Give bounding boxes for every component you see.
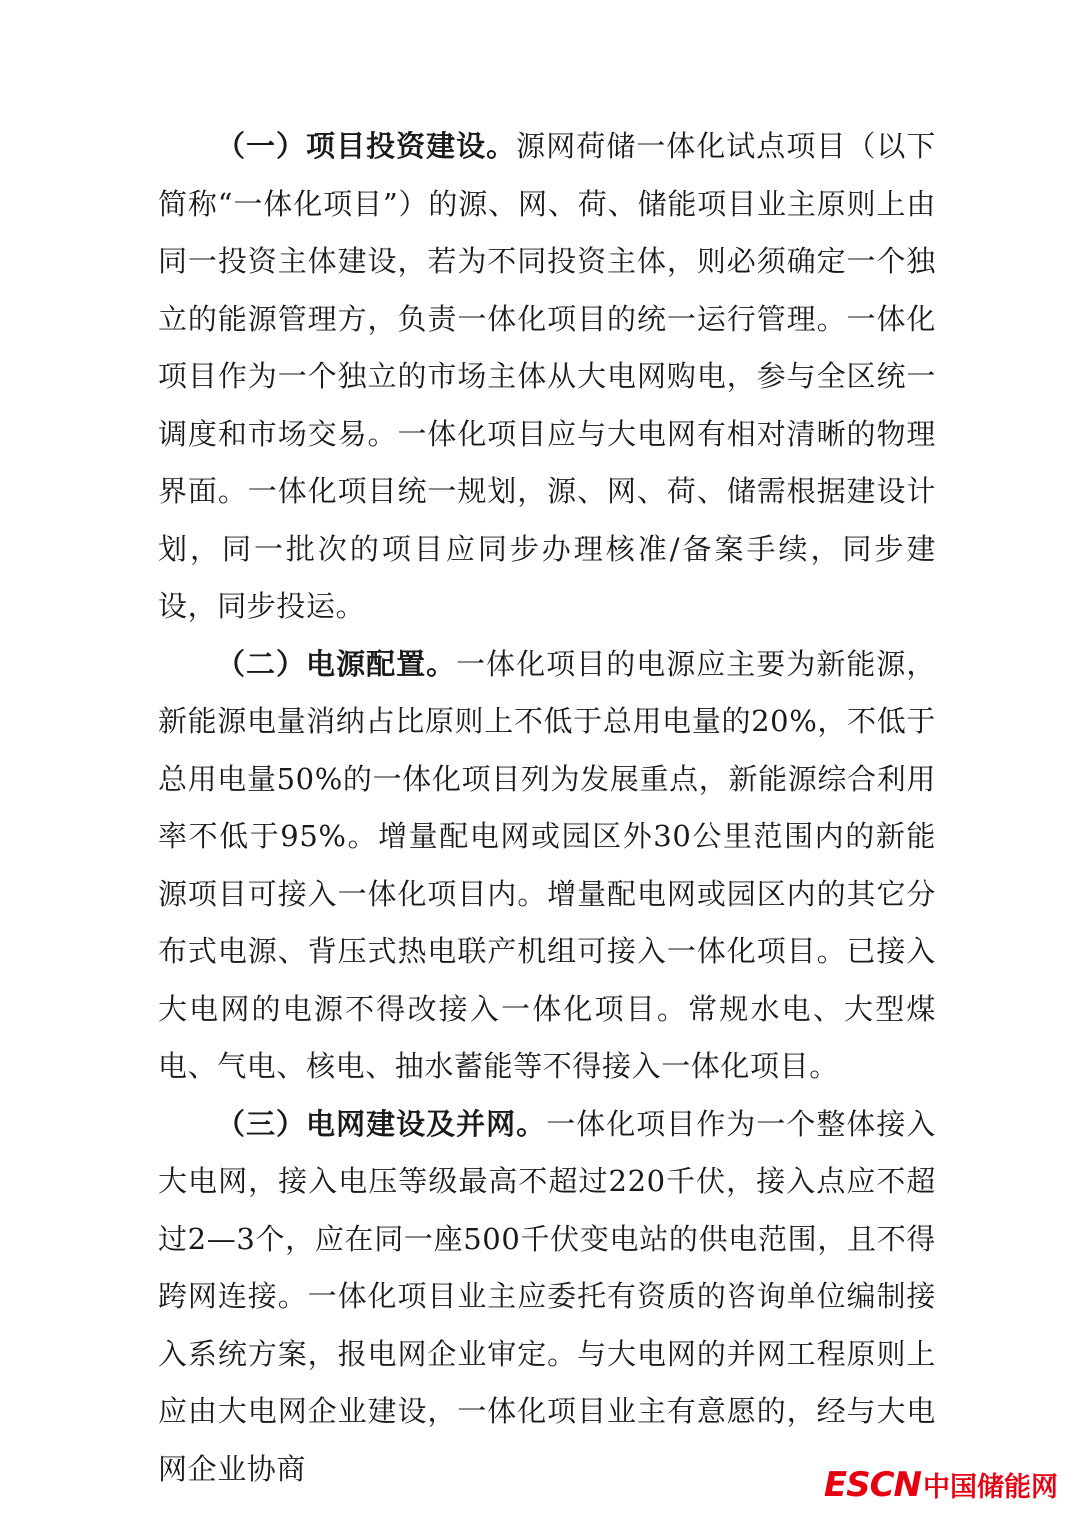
- watermark-chinese: 中国储能网: [923, 1472, 1058, 1503]
- watermark-latin: ESCN: [823, 1465, 921, 1505]
- document-body: [158, 118, 936, 1498]
- escn-watermark-logo: [824, 1465, 1058, 1505]
- paragraph-text: 一体化项目作为一个整体接入大电网，接入电压等级最高不超过220千伏，接入点应不超过2—3个，应在同一座500千伏变电站的供电范围，且不得跨网连接。一体化项目业主应委托有资质的咨询单位编制接入系统方案，报电网企业审定。与大电网的并网工程原则上应由大电网企业建设，一体化项目业主有意愿的，经与大电网企业协商: [158, 1106, 936, 1486]
- paragraph-text: 一体化项目的电源应主要为新能源，新能源电量消纳占比原则上不低于总用电量的20%，不低于总用电量50%的一体化项目列为发展重点，新能源综合利用率不低于95%。增量配电网或园区外30公里范围内的新能源项目可接入一体化项目内。增量配电网或园区内的其它分布式电源、背压式热电联产机组可接入一体化项目。已接入大电网的电源不得改接入一体化项目。常规水电、大型煤电、气电、核电、抽水蓄能等不得接入一体化项目。: [158, 646, 936, 1083]
- section-heading: （三）电网建设及并网。: [216, 1106, 547, 1141]
- paragraph-power-source: [158, 636, 936, 1096]
- paragraph-text: 源网荷储一体化试点项目（以下简称“一体化项目”）的源、网、荷、储能项目业主原则上由同一投资主体建设，若为不同投资主体，则必须确定一个独立的能源管理方，负责一体化项目的统一运行管理。一体化项目作为一个独立的市场主体从大电网购电，参与全区统一调度和市场交易。一体化项目应与大电网有相对清晰的物理界面。一体化项目统一规划，源、网、荷、储需根据建设计划，同一批次的项目应同步办理核准/备案手续，同步建设，同步投运。: [158, 129, 936, 623]
- paragraph-project-investment: [158, 118, 936, 636]
- paragraph-grid-connection: [158, 1096, 936, 1499]
- section-heading: （二）电源配置。: [216, 646, 457, 681]
- section-heading: （一）项目投资建设。: [216, 129, 517, 163]
